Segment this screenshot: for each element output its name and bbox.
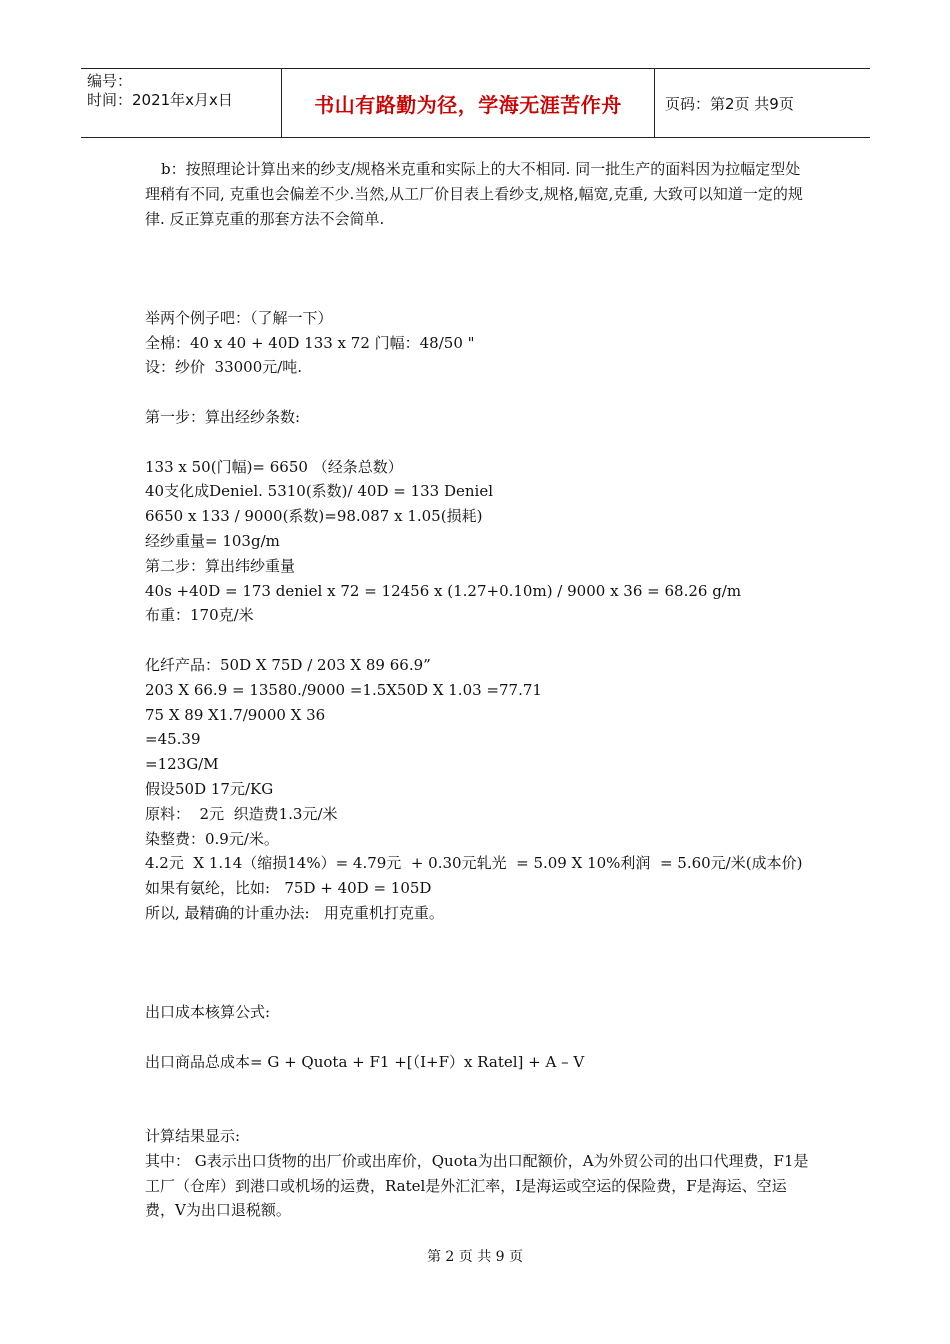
result-title: 计算结果显示: <box>145 1127 241 1146</box>
example-intro: 举两个例子吧：（了解一下） <box>145 308 333 327</box>
export-formula: 出口商品总成本= G + Quota + F1 +[（I+F）x Ratel] + A – V <box>145 1052 585 1071</box>
cotton-spec: 全棉：40 x 40 + 40D 133 x 72 门幅：48/50 " <box>145 333 475 352</box>
header-meta <box>81 69 282 137</box>
synthetic-line-8: 4.2元 X 1.14（缩损14%）= 4.79元 + 0.30元轧光 = 5.09 X 10%利润 = 5.60元/米(成本价) <box>145 854 803 873</box>
synthetic-title: 化纤产品：50D X 75D / 203 X 89 66.9” <box>145 655 431 674</box>
synthetic-line-9: 如果有氨纶，比如: 75D + 40D = 105D <box>145 879 432 898</box>
synthetic-line-2: 75 X 89 X1.7/9000 X 36 <box>145 705 326 724</box>
page-footer: 第 2 页 共 9 页 <box>426 1249 524 1265</box>
step1-line-4: 经纱重量= 103g/m <box>145 531 280 550</box>
synthetic-line-1: 203 X 66.9 = 13580./9000 =1.5X50D X 1.03 =77.71 <box>145 680 542 699</box>
cloth-weight: 布重：170克/米 <box>145 606 254 625</box>
step1-line-2: 40支化成Deniel. 5310(系数)/ 40D = 133 Deniel <box>145 482 494 501</box>
synthetic-line-5: 假设50D 17元/KG <box>145 779 274 798</box>
document-body <box>145 157 813 1223</box>
step1-title: 第一步：算出经纱条数: <box>145 407 301 426</box>
step1-line-1: 133 x 50(门幅)= 6650 （经条总数） <box>145 457 403 476</box>
document-time-label: 时间：2021年x月x日 <box>87 91 233 109</box>
step2-line-1: 40s +40D = 173 deniel x 72 = 12456 x (1.27+0.10m) / 9000 x 36 = 68.26 g/m <box>145 581 742 600</box>
step2-title: 第二步：算出纬纱重量 <box>145 556 296 575</box>
result-paragraph: 其中： G表示出口货物的出厂价或出库价，Quota为出口配额价，A为外贸公司的出口代理费，F1是工厂（仓库）到港口或机场的运费，Ratel是外汇汇率，I是海运或空运的保险费，F是海运、空运费，V为出口退税额。 <box>145 1151 809 1220</box>
intro-paragraph: b：按照理论计算出来的纱支/规格米克重和实际上的大不相同. 同一批生产的面料因为拉幅定型处理稍有不同, 克重也会偏差不少.当然,从工厂价目表上看纱支,规格,幅宽,克重, 大致可以知道一定的规律. 反正算克重的那套方法不会简单. <box>145 160 803 228</box>
export-title: 出口成本核算公式: <box>145 1003 271 1022</box>
synthetic-line-7: 染整费：0.9元/米。 <box>145 829 279 848</box>
synthetic-line-6: 原料： 2元 织造费1.3元/米 <box>145 804 338 823</box>
header-motto: 书山有路勤为径，学海无涯苦作舟 <box>282 69 655 137</box>
synthetic-line-10: 所以, 最精确的计重办法: 用克重机打克重。 <box>145 903 444 922</box>
document-number-label: 编号： <box>87 72 133 90</box>
synthetic-line-3: =45.39 <box>145 730 201 749</box>
page-header <box>81 68 870 138</box>
header-page-info: 页码：第2页 共9页 <box>665 94 794 113</box>
step1-line-3: 6650 x 133 / 9000(系数)=98.087 x 1.05(损耗) <box>145 507 483 526</box>
yarn-price: 设：纱价 33000元/吨. <box>145 358 303 377</box>
synthetic-line-4: =123G/M <box>145 755 219 774</box>
